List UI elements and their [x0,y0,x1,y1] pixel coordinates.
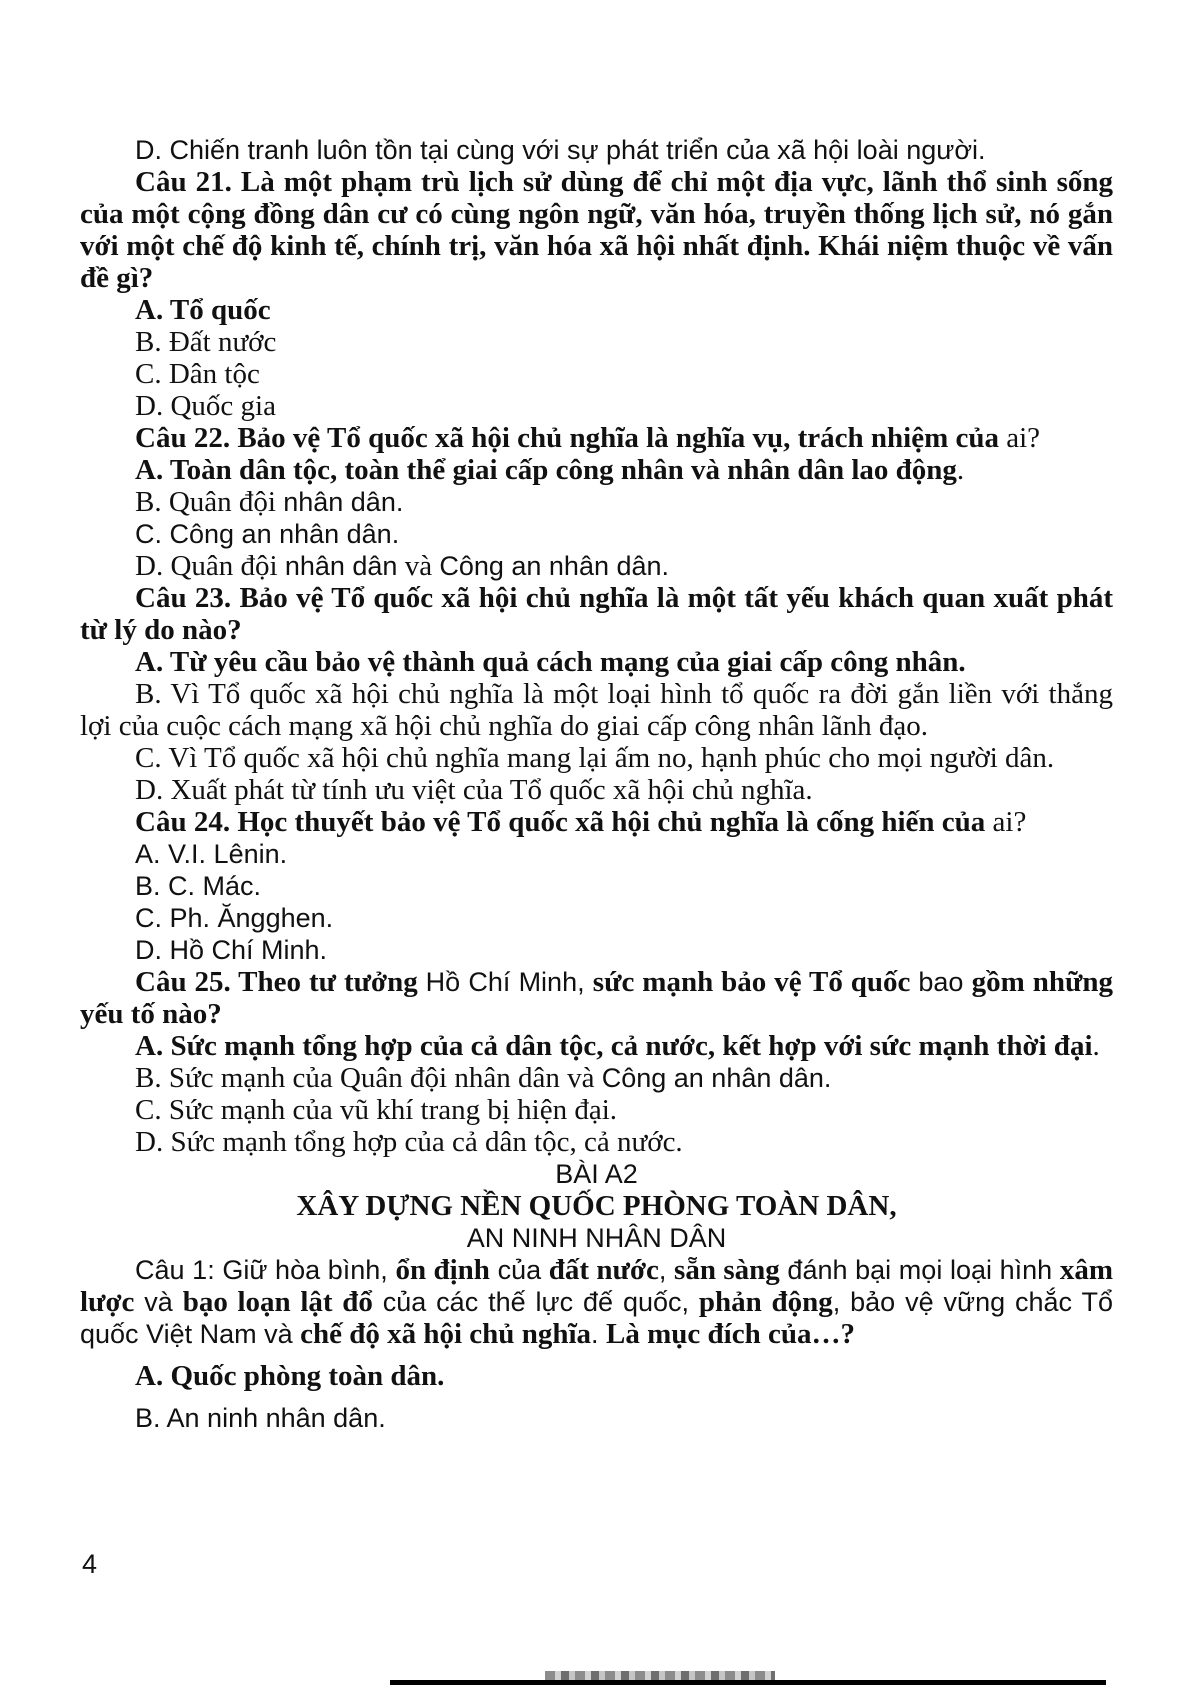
answer-option [80,934,1113,966]
text-run: phản động [698,1286,833,1318]
text-run: . [591,1319,607,1349]
text-run: Là mục đích của…? [606,1318,855,1350]
text-run: đất nước [548,1254,659,1286]
scan-artifact-bar [390,1680,1106,1685]
text-run: D. Quốc gia [135,390,276,422]
text-run: D. Hồ Chí Minh. [135,935,328,965]
text-run: B. Quân đội [135,486,284,518]
text-run: C. Sức mạnh của vũ khí trang bị hiện đại. [135,1094,618,1126]
text-run: A. Toàn dân tộc, toàn thể giai cấp công nhân và nhân dân lao động [135,454,957,486]
text-run: BÀI A2 [555,1159,638,1189]
answer-option [80,294,1113,326]
answer-option [80,390,1113,422]
answer-option [80,646,1113,678]
text-run: D. Chiến tranh luôn tồn tại cùng với sự phát triển của xã hội loài người. [135,135,986,165]
answer-option [80,902,1113,934]
answer-option [80,1030,1113,1062]
text-run: ổn định [395,1254,490,1286]
text-run: Công an nhân dân. [601,1063,832,1093]
text-run: Câu 24. Học thuyết bảo vệ Tổ quốc xã hội chủ nghĩa là cống hiến của [135,806,993,838]
text-run: XÂY DỰNG NỀN QUỐC PHÒNG TOÀN DÂN, [296,1190,897,1222]
text-run: . [956,454,965,486]
text-run: Câu 23. Bảo vệ Tổ quốc xã hội chủ nghĩa là một tất yếu khách quan xuất phát từ lý do nào? [80,582,1113,646]
question-paragraph [80,166,1113,294]
text-run: C. Dân tộc [135,358,260,390]
text-run: Câu 1: Giữ hòa bình, [135,1255,396,1285]
question-paragraph [80,422,1113,454]
question-paragraph [80,806,1113,838]
text-run: xâm lược [80,1254,1113,1318]
text-run: nhân dân [284,551,398,581]
answer-option [80,134,1113,166]
answer-option [80,774,1113,806]
text-run: A. V.I. Lênin. [135,839,288,869]
answer-option [80,678,1113,742]
text-run: Câu 22. Bảo vệ Tổ quốc xã hội chủ nghĩa là nghĩa vụ, trách nhiệm của [135,422,1007,454]
text-run: của [489,1255,549,1285]
text-run: Câu 25. Theo tư tưởng [135,966,426,998]
question-paragraph [80,1254,1113,1350]
text-run: Câu 21. Là một phạm trù lịch sử dùng để chỉ một địa vực, lãnh thổ sinh sống của một cộng đồng dân cư có cùng ngôn ngữ, văn hóa, truyền thống lịch sử, nó gắn với một chế độ kinh tế, chính trị, văn hóa xã hội nhất định. Khái niệm thuộc về vấn đề gì? [80,166,1113,294]
text-run: sức mạnh bảo vệ Tổ quốc [592,966,919,998]
text-run: đánh bại mọi loại hình [779,1255,1060,1285]
question-paragraph [80,966,1113,1030]
text-run: D. Xuất phát từ tính ưu việt của Tổ quốc xã hội chủ nghĩa. [135,774,813,806]
answer-option [80,742,1113,774]
text-run: sẵn sàng [674,1254,780,1286]
text-run: chế độ xã hội chủ nghĩa [300,1318,592,1350]
text-run: B. Sức mạnh của Quân đội nhân dân và [135,1062,602,1094]
text-run: Công an nhân dân. [439,551,670,581]
text-run: A. Tổ quốc [135,294,271,326]
text-run: B. C. Mác. [135,871,262,901]
answer-option [80,486,1113,518]
document-body [80,134,1113,1434]
text-run: bạo loạn lật đổ [182,1286,373,1318]
answer-option [80,326,1113,358]
section-title [80,1190,1113,1222]
text-run: C. Vì Tổ quốc xã hội chủ nghĩa mang lại ấm no, hạnh phúc cho mọi người dân. [135,742,1055,774]
text-run: gồm những yếu tố nào? [80,966,1114,1030]
scan-artifact-smudge [545,1671,775,1680]
text-run: . [1092,1030,1100,1062]
text-run: B. Đất nước [135,326,277,358]
page-number: 4 [82,1549,98,1579]
text-run: A. Quốc phòng toàn dân. [135,1360,445,1392]
answer-option [80,550,1113,582]
answer-option [80,1062,1113,1094]
text-run: D. Sức mạnh tổng hợp của cả dân tộc, cả nước. [135,1126,683,1158]
text-run: A. Sức mạnh tổng hợp của cả dân tộc, cả nước, kết hợp với sức mạnh thời đại [135,1030,1093,1062]
text-run: Hồ Chí Minh, [425,967,593,997]
text-run: và [397,550,440,582]
text-run: C. Ph. Ăngghen. [135,903,334,933]
answer-option [80,1126,1113,1158]
answer-option [80,870,1113,902]
answer-option [80,1402,1113,1434]
answer-option [80,518,1113,550]
section-label [80,1158,1113,1190]
answer-option [80,1360,1113,1392]
text-run: AN NINH NHÂN DÂN [466,1223,727,1253]
text-run: B. An ninh nhân dân. [135,1403,386,1433]
answer-option [80,1094,1113,1126]
text-run: B. Vì Tổ quốc xã hội chủ nghĩa là một loại hình tổ quốc ra đời gắn liền với thắng lợi của cuộc cách mạng xã hội chủ nghĩa do giai cấp công nhân lãnh đạo. [80,678,1113,742]
text-run: nhân dân. [283,487,404,517]
text-run: , bảo vệ vững chắc Tổ quốc Việt Nam và [80,1287,1113,1349]
text-run: bao [918,967,972,997]
text-run: A. Từ yêu cầu bảo vệ thành quả cách mạng của giai cấp công nhân. [135,646,966,678]
text-run: của các thế lực đế quốc, [372,1287,699,1317]
section-subtitle [80,1222,1113,1254]
answer-option [80,358,1113,390]
text-run: ai? [992,806,1027,838]
text-run: , [658,1255,675,1285]
answer-option [80,838,1113,870]
question-paragraph [80,582,1113,646]
answer-option [80,454,1113,486]
text-run: D. Quân đội [135,550,285,582]
text-run: và [134,1287,183,1317]
text-run: C. Công an nhân dân. [135,519,400,549]
text-run: ai? [1006,422,1041,454]
